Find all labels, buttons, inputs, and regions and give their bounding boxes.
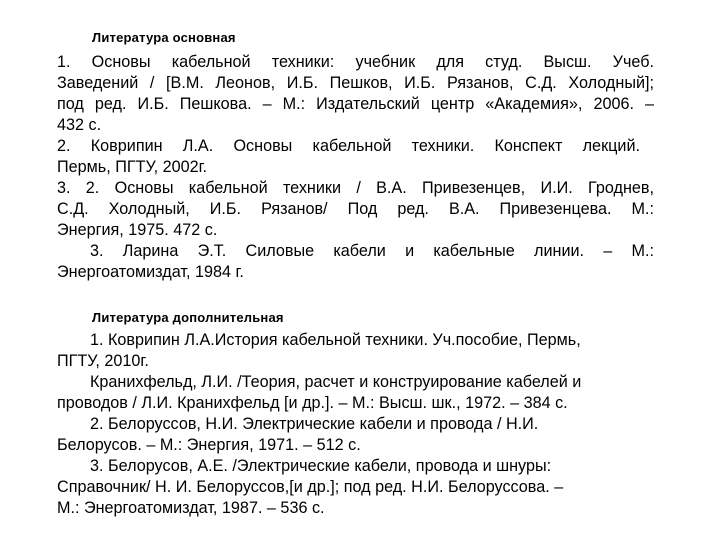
main-list-line: 2. Коврипин Л.А. Основы кабельной техники. Конспект лекций. <box>57 137 640 155</box>
additional-list-line: 2. Белоруссов, Н.И. Электрические кабели и провода / Н.И. <box>90 415 539 433</box>
main-list-line: Пермь, ПГТУ, 2002г. <box>57 158 208 176</box>
additional-list-line: М.: Энергоатомиздат, 1987. – 536 с. <box>57 499 325 517</box>
main-list-line: 3. 2. Основы кабельной техники / В.А. Привезенцев, И.И. Гроднев, <box>57 179 654 197</box>
main-list-line: С.Д. Холодный, И.Б. Рязанов/ Под ред. В.А. Привезенцева. М.: <box>57 200 654 218</box>
additional-list-line: Справочник/ Н. И. Белоруссов,[и др.]; под ред. Н.И. Белоруссова. – <box>57 478 564 496</box>
additional-list-line: ПГТУ, 2010г. <box>57 352 149 370</box>
main-list-line: Энергоатомиздат, 1984 г. <box>57 263 244 281</box>
additional-list-line: 3. Белорусов, А.Е. /Электрические кабели, провода и шнуры: <box>90 457 552 475</box>
main-list-line: 3. Ларина Э.Т. Силовые кабели и кабельные линии. – М.: <box>90 242 654 260</box>
additional-list-line: Кранихфельд, Л.И. /Теория, расчет и конструирование кабелей и <box>90 373 582 391</box>
additional-list-line: Белорусов. – М.: Энергия, 1971. – 512 с. <box>57 436 361 454</box>
main-list-line: Заведений / [В.М. Леонов, И.Б. Пешков, И.Б. Рязанов, С.Д. Холодный]; <box>57 74 654 92</box>
main-list-line: Энергия, 1975. 472 с. <box>57 221 218 239</box>
main-literature-heading: Литература основная <box>92 30 236 45</box>
main-list-line: 1. Основы кабельной техники: учебник для студ. Высш. Учеб. <box>57 53 654 71</box>
additional-literature-heading: Литература дополнительная <box>92 310 284 325</box>
main-list-line: под ред. И.Б. Пешкова. – М.: Издательский центр «Академия», 2006. – <box>57 95 654 113</box>
additional-list-line: 1. Коврипин Л.А.История кабельной техники. Уч.пособие, Пермь, <box>90 331 581 349</box>
main-list-line: 432 с. <box>57 116 102 134</box>
additional-list-line: проводов / Л.И. Кранихфельд [и др.]. – М.: Высш. шк., 1972. – 384 с. <box>57 394 568 412</box>
